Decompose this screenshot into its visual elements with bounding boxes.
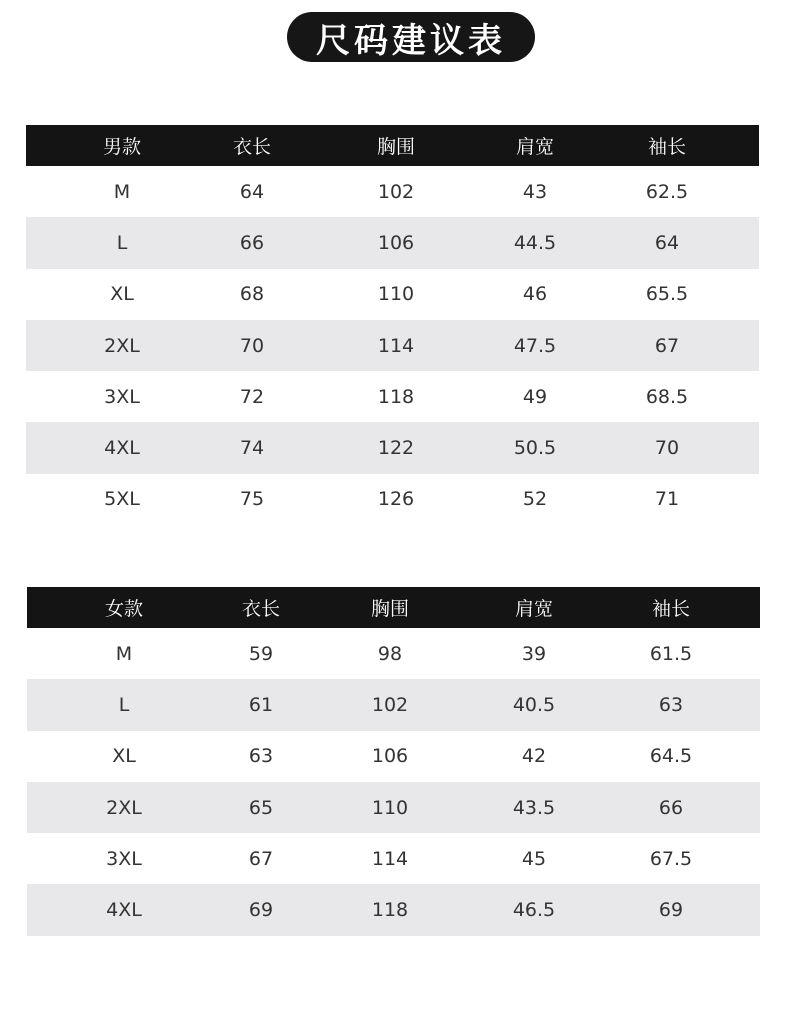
men-cell-sleeve: 71: [654, 488, 680, 511]
men-cell-shoulder: 49: [522, 385, 548, 408]
women-cell-sleeve: 61.5: [649, 642, 693, 665]
men-cell-chest: 114: [377, 334, 415, 357]
page-title: 尺码建议表: [287, 12, 535, 62]
women-table-row: [27, 628, 760, 679]
women-cell-chest: 106: [371, 745, 409, 768]
women-cell-size: 2XL: [106, 796, 142, 819]
women-size-table: [27, 587, 760, 936]
women-cell-shoulder: 39: [521, 642, 547, 665]
men-cell-chest: 118: [377, 385, 415, 408]
men-cell-length: 74: [239, 437, 265, 460]
women-cell-length: 61: [248, 693, 274, 716]
women-cell-length: 67: [248, 847, 274, 870]
women-header-length: 衣长: [241, 598, 281, 620]
men-cell-shoulder: 47.5: [513, 334, 557, 357]
men-cell-size: 4XL: [104, 437, 140, 460]
men-cell-size: 3XL: [104, 385, 140, 408]
men-cell-length: 72: [239, 385, 265, 408]
women-table-row: [27, 679, 760, 730]
women-table-header: [27, 587, 760, 628]
women-cell-shoulder: 40.5: [512, 693, 556, 716]
men-cell-size: XL: [110, 283, 134, 306]
women-cell-chest: 102: [371, 693, 409, 716]
men-table-row: [26, 217, 759, 268]
men-table-row: [26, 371, 759, 422]
women-cell-shoulder: 45: [521, 847, 547, 870]
women-cell-chest: 114: [371, 847, 409, 870]
women-cell-shoulder: 43.5: [512, 796, 556, 819]
women-cell-length: 59: [248, 642, 274, 665]
men-cell-length: 64: [239, 180, 265, 203]
men-cell-sleeve: 62.5: [645, 180, 689, 203]
women-cell-sleeve: 63: [658, 693, 684, 716]
women-cell-size: XL: [112, 745, 136, 768]
men-cell-chest: 122: [377, 437, 415, 460]
women-cell-length: 63: [248, 745, 274, 768]
men-cell-chest: 110: [377, 283, 415, 306]
women-table-row: [27, 782, 760, 833]
men-header-length: 衣长: [232, 136, 272, 158]
women-cell-shoulder: 42: [521, 745, 547, 768]
men-cell-length: 66: [239, 231, 265, 254]
men-cell-sleeve: 64: [654, 231, 680, 254]
men-cell-shoulder: 46: [522, 283, 548, 306]
men-cell-length: 70: [239, 334, 265, 357]
women-table-row: [27, 731, 760, 782]
women-cell-sleeve: 64.5: [649, 745, 693, 768]
men-header-sleeve: 袖长: [647, 136, 687, 158]
women-cell-shoulder: 46.5: [512, 899, 556, 922]
men-cell-size: 2XL: [104, 334, 140, 357]
men-header-category: 男款: [102, 136, 142, 158]
men-header-shoulder: 肩宽: [515, 136, 555, 158]
men-table-row: [26, 474, 759, 525]
men-cell-shoulder: 50.5: [513, 437, 557, 460]
men-table-row: [26, 422, 759, 473]
women-cell-sleeve: 69: [658, 899, 684, 922]
women-header-sleeve: 袖长: [651, 598, 691, 620]
women-cell-sleeve: 67.5: [649, 847, 693, 870]
men-table-row: [26, 166, 759, 217]
men-cell-length: 75: [239, 488, 265, 511]
men-cell-sleeve: 67: [654, 334, 680, 357]
men-cell-size: M: [113, 180, 131, 203]
men-cell-shoulder: 52: [522, 488, 548, 511]
men-table-row: [26, 269, 759, 320]
women-cell-size: L: [118, 693, 130, 716]
women-cell-size: 3XL: [106, 847, 142, 870]
women-cell-length: 69: [248, 899, 274, 922]
men-size-table: [26, 125, 759, 525]
men-cell-size: L: [116, 231, 128, 254]
women-cell-chest: 98: [377, 642, 403, 665]
women-cell-chest: 118: [371, 899, 409, 922]
women-table-row: [27, 884, 760, 935]
women-cell-sleeve: 66: [658, 796, 684, 819]
women-table-row: [27, 833, 760, 884]
men-cell-sleeve: 70: [654, 437, 680, 460]
men-cell-size: 5XL: [104, 488, 140, 511]
women-cell-length: 65: [248, 796, 274, 819]
women-header-shoulder: 肩宽: [514, 598, 554, 620]
men-header-chest: 胸围: [376, 136, 416, 158]
women-cell-size: M: [115, 642, 133, 665]
men-table-header: [26, 125, 759, 166]
men-cell-sleeve: 65.5: [645, 283, 689, 306]
men-cell-chest: 106: [377, 231, 415, 254]
men-cell-length: 68: [239, 283, 265, 306]
men-cell-sleeve: 68.5: [645, 385, 689, 408]
men-cell-shoulder: 44.5: [513, 231, 557, 254]
men-cell-chest: 102: [377, 180, 415, 203]
men-table-row: [26, 320, 759, 371]
women-cell-chest: 110: [371, 796, 409, 819]
women-cell-size: 4XL: [106, 899, 142, 922]
women-header-chest: 胸围: [370, 598, 410, 620]
women-header-category: 女款: [104, 598, 144, 620]
men-cell-shoulder: 43: [522, 180, 548, 203]
men-cell-chest: 126: [377, 488, 415, 511]
